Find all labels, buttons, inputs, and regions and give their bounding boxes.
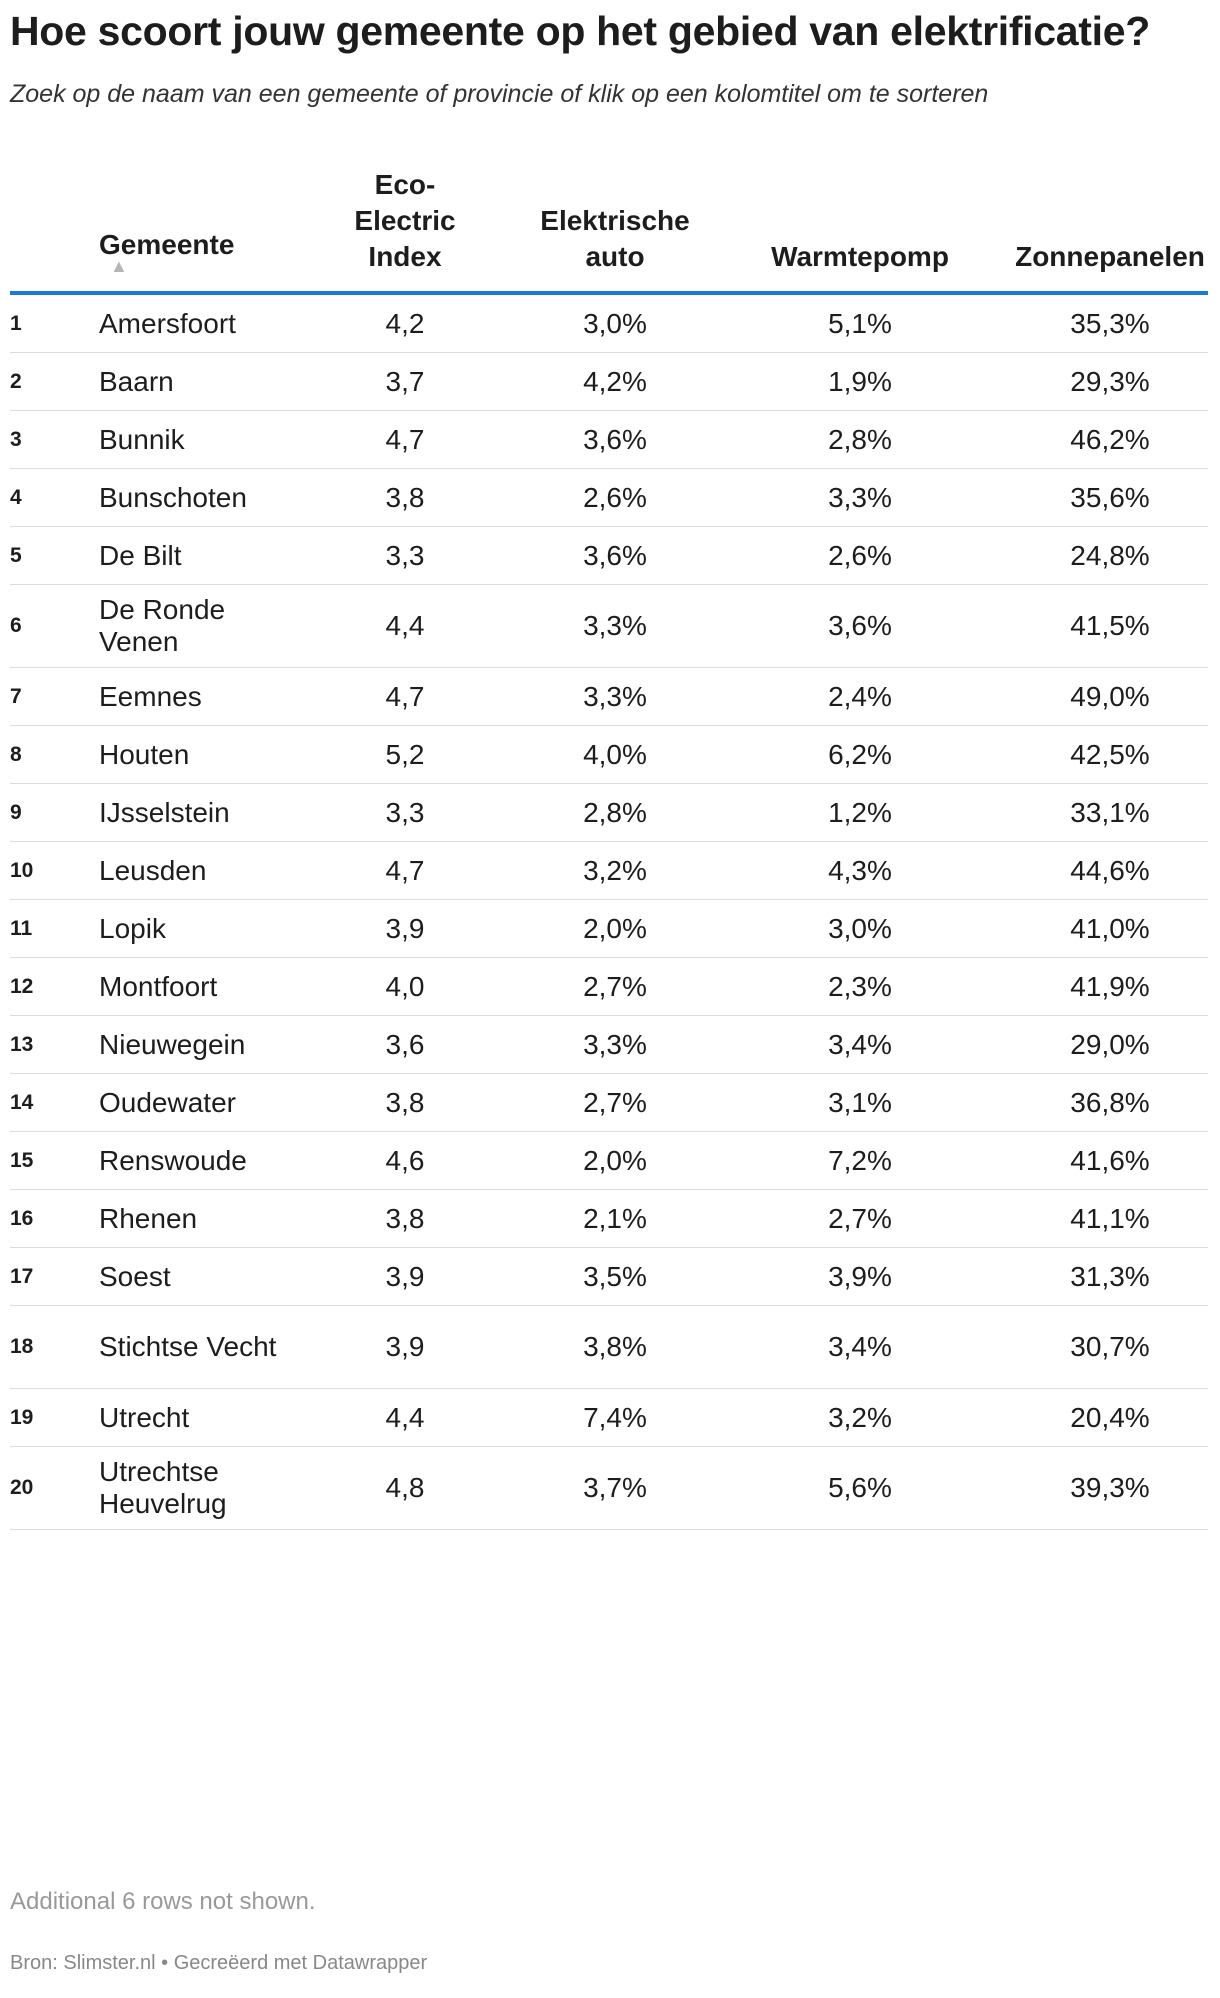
warmtepomp-cell: 6,2% (828, 738, 892, 770)
zonnepanelen-cell: 41,9% (1070, 970, 1150, 1002)
elektrische-auto-cell: 3,6% (583, 423, 647, 455)
page-subtitle: Zoek op de naam van een gemeente of provincie of klik op een kolomtitel om te sorteren (10, 80, 989, 108)
warmtepomp-cell: 5,6% (828, 1472, 892, 1503)
rank-cell: 14 (10, 1090, 34, 1114)
rank-cell: 12 (10, 974, 34, 998)
zonnepanelen-cell: 30,7% (1070, 1331, 1150, 1362)
eco-index-cell: 4,4 (385, 610, 425, 641)
more-rows-note: Additional 6 rows not shown. (10, 1888, 316, 1915)
table-row (10, 726, 1208, 784)
eco-index-cell: 3,3 (385, 796, 425, 828)
elektrische-auto-cell: 3,3% (583, 1028, 647, 1060)
eco-index-cell: 3,9 (385, 912, 425, 944)
warmtepomp-cell: 3,0% (828, 912, 892, 944)
eco-index-cell: 4,7 (385, 854, 425, 886)
column-header-eco-line1: Eco- (374, 169, 436, 200)
warmtepomp-cell: 5,1% (828, 307, 892, 339)
elektrische-auto-cell: 3,3% (583, 680, 647, 712)
zonnepanelen-cell: 44,6% (1070, 854, 1150, 886)
table-row (10, 900, 1208, 958)
table-row (10, 411, 1208, 469)
eco-index-cell: 4,4 (385, 1401, 425, 1433)
warmtepomp-cell: 2,6% (828, 539, 892, 571)
elektrische-auto-cell: 3,5% (583, 1260, 647, 1292)
rank-cell: 3 (10, 427, 22, 451)
column-header-auto-line1: Elektrische (540, 205, 690, 236)
warmtepomp-cell: 2,3% (828, 970, 892, 1002)
rank-cell: 8 (10, 742, 22, 766)
table-row (10, 668, 1208, 726)
gemeente-cell: Eemnes (99, 680, 202, 712)
table-row (10, 1389, 1208, 1447)
table-row (10, 1447, 1208, 1530)
table-row (10, 784, 1208, 842)
rank-cell: 5 (10, 543, 22, 567)
eco-index-cell: 3,8 (385, 481, 425, 513)
rank-cell: 1 (10, 311, 22, 335)
zonnepanelen-cell: 46,2% (1070, 423, 1150, 455)
gemeente-cell: Utrecht (99, 1401, 190, 1433)
eco-index-cell: 3,7 (385, 365, 425, 397)
warmtepomp-cell: 3,4% (828, 1331, 892, 1362)
gemeente-cell: Oudewater (99, 1086, 236, 1118)
warmtepomp-cell: 2,7% (828, 1202, 892, 1234)
column-header-auto-line2: auto (585, 241, 645, 272)
table-row (10, 527, 1208, 585)
zonnepanelen-cell: 41,5% (1070, 610, 1150, 641)
rank-cell: 13 (10, 1032, 34, 1056)
table-row (10, 585, 1208, 668)
gemeente-cell: Lopik (99, 912, 166, 944)
table-header (10, 160, 1208, 295)
elektrische-auto-cell: 2,0% (583, 912, 647, 944)
rank-cell: 11 (10, 916, 33, 940)
eco-index-cell: 4,6 (385, 1144, 425, 1176)
elektrische-auto-cell: 3,6% (583, 539, 647, 571)
rank-cell: 20 (10, 1476, 34, 1499)
zonnepanelen-cell: 29,0% (1070, 1028, 1150, 1060)
elektrische-auto-cell: 3,8% (583, 1331, 647, 1362)
rank-cell: 15 (10, 1148, 34, 1172)
column-header-eco-line2: Electric (354, 205, 456, 236)
table-row (10, 353, 1208, 411)
zonnepanelen-cell: 36,8% (1070, 1086, 1150, 1118)
zonnepanelen-cell: 20,4% (1070, 1401, 1150, 1433)
warmtepomp-cell: 3,3% (828, 481, 892, 513)
gemeente-cell: Baarn (99, 365, 174, 397)
elektrische-auto-cell: 2,8% (583, 796, 647, 828)
eco-index-cell: 4,7 (385, 423, 425, 455)
sort-ascending-icon[interactable]: ▲ (110, 256, 128, 276)
elektrische-auto-cell: 3,0% (583, 307, 647, 339)
column-header-zonnepanelen[interactable] (1000, 239, 1220, 275)
column-header-zonnepanelen-label: Zonnepanelen (1015, 241, 1205, 272)
zonnepanelen-cell: 39,3% (1070, 1472, 1150, 1503)
warmtepomp-cell: 3,2% (828, 1401, 892, 1433)
rank-cell: 17 (10, 1264, 34, 1288)
gemeente-cell: Soest (99, 1260, 171, 1292)
table-row (10, 295, 1208, 353)
zonnepanelen-cell: 41,0% (1070, 912, 1150, 944)
gemeente-cell: Utrechtse Heuvelrug (99, 1456, 227, 1519)
warmtepomp-cell: 3,6% (828, 610, 892, 641)
eco-index-cell: 3,6 (385, 1028, 425, 1060)
gemeente-cell: Houten (99, 738, 190, 770)
column-header-elektrische-auto[interactable] (520, 203, 710, 275)
zonnepanelen-cell: 35,6% (1070, 481, 1150, 513)
eco-index-cell: 4,0 (385, 970, 425, 1002)
elektrische-auto-cell: 3,2% (583, 854, 647, 886)
table-body (10, 295, 1208, 1530)
gemeente-cell: Montfoort (99, 970, 218, 1002)
elektrische-auto-cell: 7,4% (583, 1401, 647, 1433)
zonnepanelen-cell: 42,5% (1070, 738, 1150, 770)
eco-index-cell: 4,8 (385, 1472, 425, 1503)
elektrische-auto-cell: 2,0% (583, 1144, 647, 1176)
zonnepanelen-cell: 24,8% (1070, 539, 1150, 571)
eco-index-cell: 5,2 (385, 738, 425, 770)
rank-cell: 10 (10, 858, 34, 882)
zonnepanelen-cell: 29,3% (1070, 365, 1150, 397)
warmtepomp-cell: 4,3% (828, 854, 892, 886)
rank-cell: 7 (10, 684, 22, 708)
gemeente-cell: Bunnik (99, 423, 185, 455)
eco-index-cell: 4,7 (385, 680, 425, 712)
table-row (10, 1190, 1208, 1248)
eco-index-cell: 3,8 (385, 1086, 425, 1118)
column-header-eco-electric-index[interactable] (315, 167, 495, 275)
warmtepomp-cell: 3,1% (828, 1086, 892, 1118)
warmtepomp-cell: 3,9% (828, 1260, 892, 1292)
elektrische-auto-cell: 2,7% (583, 970, 647, 1002)
column-header-gemeente-label: Gemeente (99, 229, 235, 260)
table-row (10, 842, 1208, 900)
eco-index-cell: 3,3 (385, 539, 425, 571)
rank-cell: 4 (10, 485, 22, 509)
eco-index-cell: 3,9 (385, 1331, 425, 1362)
warmtepomp-cell: 2,8% (828, 423, 892, 455)
gemeente-cell: Amersfoort (99, 307, 236, 339)
elektrische-auto-cell: 2,7% (583, 1086, 647, 1118)
rank-cell: 6 (10, 614, 22, 637)
gemeente-cell: IJsselstein (99, 796, 230, 828)
table-row (10, 1306, 1208, 1389)
table-row (10, 1016, 1208, 1074)
table-row (10, 469, 1208, 527)
source-footer: Bron: Slimster.nl • Gecreëerd met Datawrapper (10, 1952, 428, 1974)
table-row (10, 1132, 1208, 1190)
gemeente-cell: De Ronde Venen (99, 594, 226, 657)
zonnepanelen-cell: 49,0% (1070, 680, 1150, 712)
warmtepomp-cell: 1,2% (828, 796, 892, 828)
gemeente-cell: Nieuwegein (99, 1028, 246, 1060)
elektrische-auto-cell: 3,7% (583, 1472, 647, 1503)
gemeente-cell: Leusden (99, 854, 207, 886)
column-header-warmtepomp-label: Warmtepomp (771, 241, 949, 272)
table-row (10, 1248, 1208, 1306)
warmtepomp-cell: 7,2% (828, 1144, 892, 1176)
elektrische-auto-cell: 3,3% (583, 610, 647, 641)
elektrische-auto-cell: 2,6% (583, 481, 647, 513)
page-title: Hoe scoort jouw gemeente op het gebied van elektrificatie? (10, 8, 1150, 54)
gemeente-cell: Bunschoten (99, 481, 247, 513)
elektrische-auto-cell: 4,0% (583, 738, 647, 770)
table-row (10, 958, 1208, 1016)
eco-index-cell: 4,2 (385, 307, 425, 339)
zonnepanelen-cell: 33,1% (1070, 796, 1150, 828)
warmtepomp-cell: 1,9% (828, 365, 892, 397)
rank-cell: 18 (10, 1335, 34, 1358)
rank-cell: 19 (10, 1405, 34, 1429)
zonnepanelen-cell: 41,6% (1070, 1144, 1150, 1176)
rank-cell: 2 (10, 369, 22, 393)
zonnepanelen-cell: 31,3% (1070, 1260, 1150, 1292)
rank-cell: 9 (10, 800, 22, 824)
elektrische-auto-cell: 2,1% (583, 1202, 647, 1234)
gemeente-cell: Stichtse Vecht (99, 1331, 277, 1362)
warmtepomp-cell: 3,4% (828, 1028, 892, 1060)
rank-cell: 16 (10, 1206, 34, 1230)
warmtepomp-cell: 2,4% (828, 680, 892, 712)
gemeente-cell: De Bilt (99, 539, 182, 571)
elektrische-auto-cell: 4,2% (583, 365, 647, 397)
table-row (10, 1074, 1208, 1132)
zonnepanelen-cell: 35,3% (1070, 307, 1150, 339)
gemeente-cell: Rhenen (99, 1202, 198, 1234)
column-header-warmtepomp[interactable] (750, 239, 970, 275)
gemeente-cell: Renswoude (99, 1144, 247, 1176)
eco-index-cell: 3,9 (385, 1260, 425, 1292)
column-header-eco-line3: Index (368, 241, 442, 272)
zonnepanelen-cell: 41,1% (1070, 1202, 1150, 1234)
eco-index-cell: 3,8 (385, 1202, 425, 1234)
